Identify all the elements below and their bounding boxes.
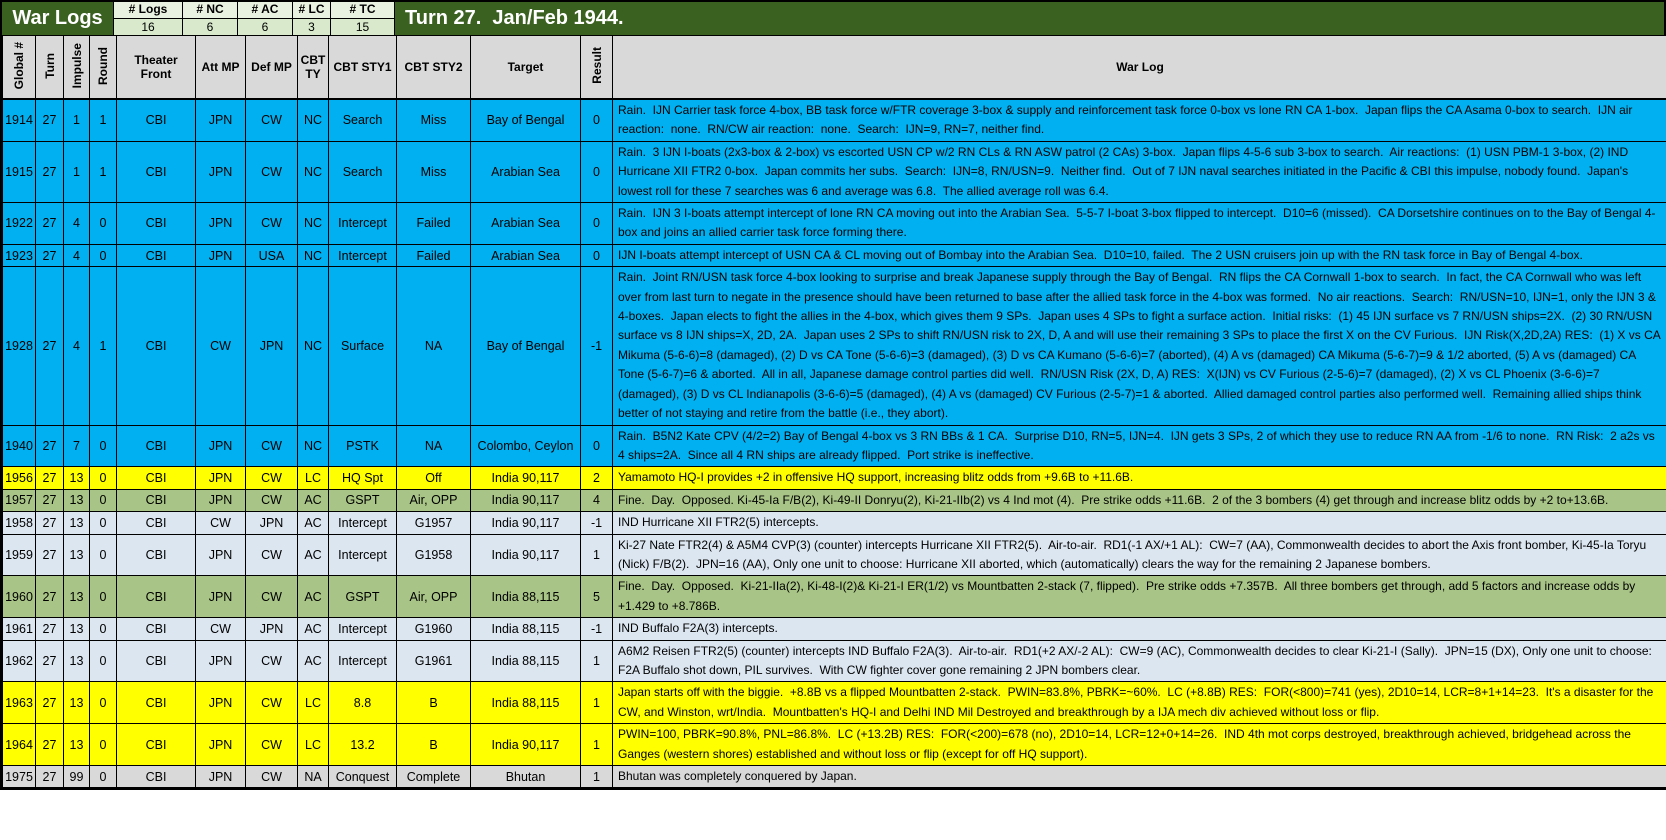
cell-target[interactable]: India 90,117 (471, 489, 581, 511)
cell-round[interactable]: 0 (90, 682, 117, 724)
header-band (2, 2, 1664, 35)
counter-ac[interactable] (237, 2, 292, 35)
cell-cbt-sty1[interactable]: Search (329, 99, 397, 141)
cell-def-mp[interactable]: JPN (246, 618, 298, 640)
cell-cbt-sty2[interactable]: Miss (397, 99, 471, 141)
cell-turn[interactable]: 27 (36, 203, 64, 245)
cell-turn[interactable]: 27 (36, 467, 64, 489)
cell-round[interactable]: 0 (90, 203, 117, 245)
cell-global-number[interactable]: 1915 (3, 141, 36, 202)
table-row (3, 489, 1666, 511)
cell-round[interactable]: 0 (90, 534, 117, 576)
cell-turn[interactable]: 27 (36, 724, 64, 766)
cell-impulse[interactable]: 7 (64, 425, 90, 467)
cell-cbt-ty[interactable]: NC (298, 203, 329, 245)
cell-round[interactable]: 1 (90, 267, 117, 425)
cell-att-mp[interactable]: JPN (196, 766, 246, 788)
cell-global-number[interactable]: 1975 (3, 766, 36, 788)
counter-ac-value[interactable]: 6 (238, 19, 292, 35)
cell-cbt-sty1[interactable]: GSPT (329, 489, 397, 511)
cell-theater-front[interactable]: CBI (117, 512, 196, 534)
cell-impulse[interactable]: 13 (64, 512, 90, 534)
column-header-cbt-sty2[interactable]: CBT STY2 (397, 36, 471, 100)
table-row (3, 682, 1666, 724)
cell-turn[interactable]: 27 (36, 425, 64, 467)
cell-impulse[interactable]: 4 (64, 203, 90, 245)
cell-def-mp[interactable]: CW (246, 576, 298, 618)
cell-def-mp[interactable]: JPN (246, 512, 298, 534)
cell-war-log[interactable]: Rain. IJN 3 I-boats attempt intercept of lone RN CA moving out into the Arabian Sea. 5-5-7 I-boat 3-box flipped to intercept. D10=6 (missed). CA Dorsetshire continues on to the Bay of Bengal 4-box and joins an allied carrier task force forming there. (613, 203, 1666, 245)
cell-turn[interactable]: 27 (36, 766, 64, 788)
counter-logs-value[interactable]: 16 (114, 19, 182, 35)
cell-war-log[interactable]: PWIN=100, PBRK=90.8%, PNL=86.8%. LC (+13.2B) RES: FOR(<200)=678 (no), 2D10=14, LCR=12+0+14=26. IND 4th mot corps destroyed, breakthrough achieved, bridgehead across the Ganges (western shores) established and without loss or flip (except for off HQ support). (613, 724, 1666, 766)
cell-cbt-ty[interactable]: AC (298, 489, 329, 511)
cell-cbt-sty1[interactable]: Intercept (329, 512, 397, 534)
cell-cbt-ty[interactable]: NC (298, 425, 329, 467)
cell-theater-front[interactable]: CBI (117, 244, 196, 266)
cell-turn[interactable]: 27 (36, 618, 64, 640)
cell-target[interactable]: Bay of Bengal (471, 267, 581, 425)
turn-banner: Turn 27. Jan/Feb 1944. (394, 2, 1664, 35)
cell-turn[interactable]: 27 (36, 141, 64, 202)
cell-cbt-ty[interactable]: NC (298, 141, 329, 202)
table-row (3, 467, 1666, 489)
cell-war-log[interactable]: Rain. IJN Carrier task force 4-box, BB task force w/FTR coverage 3-box & supply and reinforcement task force 0-box vs lone RN CA 1-box. Japan flips the CA Asama 0-box to search. IJN air reaction: none. RN/CW air reaction: none. Search: IJN=9, RN=7, neither find. (613, 99, 1666, 141)
cell-cbt-ty[interactable]: NC (298, 244, 329, 266)
cell-war-log[interactable]: Bhutan was completely conquered by Japan. (613, 766, 1666, 788)
cell-att-mp[interactable]: JPN (196, 489, 246, 511)
war-logs-table (2, 35, 1666, 788)
cell-cbt-sty1[interactable]: Surface (329, 267, 397, 425)
counter-lc-label: # LC (293, 2, 330, 19)
cell-target[interactable]: Arabian Sea (471, 141, 581, 202)
column-header-cbt-sty1[interactable]: CBT STY1 (329, 36, 397, 100)
cell-target[interactable]: India 90,117 (471, 534, 581, 576)
cell-cbt-sty1[interactable]: HQ Spt (329, 467, 397, 489)
cell-round[interactable]: 0 (90, 512, 117, 534)
cell-cbt-sty1[interactable]: Intercept (329, 640, 397, 682)
cell-global-number[interactable]: 1928 (3, 267, 36, 425)
cell-att-mp[interactable]: JPN (196, 534, 246, 576)
column-header-impulse[interactable] (64, 36, 90, 100)
cell-cbt-sty2[interactable]: Air, OPP (397, 489, 471, 511)
cell-result[interactable]: 5 (581, 576, 613, 618)
cell-cbt-ty[interactable]: LC (298, 682, 329, 724)
column-header-cbt-ty[interactable]: CBT TY (298, 36, 329, 100)
cell-target[interactable]: Arabian Sea (471, 203, 581, 245)
table-row (3, 203, 1666, 245)
column-header-round-label: Round (96, 46, 110, 85)
cell-round[interactable]: 0 (90, 724, 117, 766)
cell-war-log[interactable]: Japan starts off with the biggie. +8.8B vs a flipped Mountbatten 2-stack. PWIN=83.8%, PBRK=~60%. LC (+8.8B) RES: FOR(<800)=741 (yes), 2D10=14, LCR=8+1+14=23. It's a disaster for the CW, and Winston, wrt/India. Mountbatten's HQ-I and Delhi IND Mil Destroyed and breakthrough by a IJA mech div achieved without loss or flip. (613, 682, 1666, 724)
cell-theater-front[interactable]: CBI (117, 534, 196, 576)
cell-turn[interactable]: 27 (36, 512, 64, 534)
cell-def-mp[interactable]: CW (246, 203, 298, 245)
cell-round[interactable]: 1 (90, 141, 117, 202)
column-header-result[interactable] (581, 36, 613, 100)
cell-global-number[interactable]: 1957 (3, 489, 36, 511)
cell-result[interactable]: 4 (581, 489, 613, 511)
cell-theater-front[interactable]: CBI (117, 618, 196, 640)
cell-turn[interactable]: 27 (36, 682, 64, 724)
cell-target[interactable]: India 90,117 (471, 724, 581, 766)
counter-logs-label: # Logs (114, 2, 182, 19)
cell-att-mp[interactable]: JPN (196, 141, 246, 202)
cell-att-mp[interactable]: JPN (196, 425, 246, 467)
cell-war-log[interactable]: Rain. Joint RN/USN task force 4-box looking to surprise and break Japanese supply through the Bay of Bengal. RN flips the CA Cornwall 1-box to search. In fact, the CA Cornwall who was left over from last turn to negate in the presence should have been returned to base after the allied task force in the 4-box was formed. No air reactions. Search: RN/USN=10, IJN=1, only the IJN 3 & 4-boxes. Japan elects to fight the allies in the 4-box, which gives them 9 SPs. Japan uses 4 SPs to fight a surface action. Initial risks: (1) 45 IJN surface vs 7 RN/USN ships=2X. (2) 30 RN/USN surface vs 8 IJN ships=X, 2D, 2A. Japan uses 2 SPs to shift RN/USN risk to 2X, D, A and will use their remaining 3 SPs to place the first X on the CV Furious. IJN Risk(X,2D,2A) RES: (1) X vs CA Mikuma (5-6-6)=8 (damaged), (2) D vs CA Tone (5-6-6)=3 (damaged), (3) D vs CA Kumano (5-6-6)=7 (aborted), (4) A vs (damaged) CA Mikuma (5-6-7)=9 & 1/2 aborted, (5) A vs (damaged) CA Tone (5-6-7)=6 & aborted. All in all, Japanese damage control parties did well. RN/USN Risk (2X, D, A) RES: X(IJN) vs CV Furious (2-5-6)=7 (damaged), (2) X vs CL Phoenix (3-6-6)=7 (damaged), (3) D vs CL Indianapolis (3-6-6)=5 (damaged), (4) A vs (damaged) CV Furious (2-5-7)=1 & aborted. Allied damaged control parties also performed well. Remaining allied ships think better of not staying and retire from the battle (i.e., they abort). (613, 267, 1666, 425)
cell-def-mp[interactable]: CW (246, 425, 298, 467)
table-row (3, 425, 1666, 467)
cell-theater-front[interactable]: CBI (117, 682, 196, 724)
cell-war-log[interactable]: IND Hurricane XII FTR2(5) intercepts. (613, 512, 1666, 534)
cell-result[interactable]: 0 (581, 425, 613, 467)
cell-theater-front[interactable]: CBI (117, 267, 196, 425)
column-header-att-mp[interactable]: Att MP (196, 36, 246, 100)
cell-round[interactable]: 0 (90, 489, 117, 511)
cell-global-number[interactable]: 1922 (3, 203, 36, 245)
cell-war-log[interactable]: IND Buffalo F2A(3) intercepts. (613, 618, 1666, 640)
cell-def-mp[interactable]: CW (246, 489, 298, 511)
cell-cbt-sty1[interactable]: 13.2 (329, 724, 397, 766)
cell-round[interactable]: 0 (90, 618, 117, 640)
cell-theater-front[interactable]: CBI (117, 640, 196, 682)
cell-impulse[interactable]: 13 (64, 682, 90, 724)
cell-turn[interactable]: 27 (36, 267, 64, 425)
cell-cbt-ty[interactable]: LC (298, 724, 329, 766)
table-row (3, 724, 1666, 766)
table-row (3, 576, 1666, 618)
cell-turn[interactable]: 27 (36, 534, 64, 576)
cell-target[interactable]: Bhutan (471, 766, 581, 788)
cell-global-number[interactable]: 1956 (3, 467, 36, 489)
cell-result[interactable]: 1 (581, 534, 613, 576)
cell-target[interactable]: Colombo, Ceylon (471, 425, 581, 467)
cell-cbt-sty2[interactable]: G1958 (397, 534, 471, 576)
cell-cbt-sty1[interactable]: Intercept (329, 534, 397, 576)
cell-theater-front[interactable]: CBI (117, 99, 196, 141)
counter-tc-value[interactable]: 15 (331, 19, 394, 35)
cell-cbt-ty[interactable]: AC (298, 576, 329, 618)
cell-impulse[interactable]: 4 (64, 267, 90, 425)
cell-war-log[interactable]: Rain. B5N2 Kate CPV (4/2=2) Bay of Bengal 4-box vs 3 RN BBs & 1 CA. Surprise D10, RN=5, IJN=4. IJN gets 3 SPs, 2 of which they use to reduce RN AA from -1/6 to none. RN Risk: 2 a2s vs 4 ships=2A. Since all 4 RN ships are already flipped. Port strike is ineffective. (613, 425, 1666, 467)
cell-round[interactable]: 0 (90, 766, 117, 788)
table-row (3, 766, 1666, 788)
cell-cbt-sty2[interactable]: Failed (397, 203, 471, 245)
cell-att-mp[interactable]: JPN (196, 99, 246, 141)
column-header-global-label: Global # (12, 41, 26, 90)
cell-cbt-ty[interactable]: NC (298, 267, 329, 425)
cell-theater-front[interactable]: CBI (117, 576, 196, 618)
cell-target[interactable]: Arabian Sea (471, 244, 581, 266)
counter-tc[interactable] (330, 2, 394, 35)
cell-turn[interactable]: 27 (36, 99, 64, 141)
cell-impulse[interactable]: 13 (64, 618, 90, 640)
cell-result[interactable]: 1 (581, 766, 613, 788)
cell-round[interactable]: 0 (90, 244, 117, 266)
table-row (3, 141, 1666, 202)
cell-theater-front[interactable]: CBI (117, 141, 196, 202)
cell-def-mp[interactable]: CW (246, 467, 298, 489)
table-row (3, 534, 1666, 576)
counter-tc-label: # TC (331, 2, 394, 19)
column-header-def-mp[interactable]: Def MP (246, 36, 298, 100)
cell-impulse[interactable]: 4 (64, 244, 90, 266)
counter-nc[interactable] (182, 2, 237, 35)
cell-round[interactable]: 0 (90, 640, 117, 682)
cell-global-number[interactable]: 1963 (3, 682, 36, 724)
cell-round[interactable]: 1 (90, 99, 117, 141)
cell-target[interactable]: India 90,117 (471, 467, 581, 489)
cell-impulse[interactable]: 13 (64, 489, 90, 511)
cell-impulse[interactable]: 99 (64, 766, 90, 788)
cell-att-mp[interactable]: CW (196, 267, 246, 425)
cell-impulse[interactable]: 13 (64, 576, 90, 618)
cell-global-number[interactable]: 1923 (3, 244, 36, 266)
cell-def-mp[interactable]: CW (246, 724, 298, 766)
cell-global-number[interactable]: 1958 (3, 512, 36, 534)
column-header-turn-label: Turn (42, 52, 57, 79)
cell-global-number[interactable]: 1940 (3, 425, 36, 467)
cell-att-mp[interactable]: CW (196, 618, 246, 640)
cell-cbt-sty2[interactable]: NA (397, 425, 471, 467)
cell-cbt-sty2[interactable]: Failed (397, 244, 471, 266)
cell-def-mp[interactable]: CW (246, 682, 298, 724)
cell-target[interactable]: India 90,117 (471, 512, 581, 534)
counter-nc-label: # NC (183, 2, 237, 19)
cell-turn[interactable]: 27 (36, 576, 64, 618)
counter-nc-value[interactable]: 6 (183, 19, 237, 35)
cell-theater-front[interactable]: CBI (117, 766, 196, 788)
cell-cbt-sty1[interactable]: Search (329, 141, 397, 202)
table-row (3, 640, 1666, 682)
cell-cbt-ty[interactable]: LC (298, 467, 329, 489)
counter-lc[interactable] (292, 2, 330, 35)
cell-att-mp[interactable]: JPN (196, 203, 246, 245)
cell-cbt-ty[interactable]: NA (298, 766, 329, 788)
cell-def-mp[interactable]: JPN (246, 267, 298, 425)
cell-def-mp[interactable]: CW (246, 766, 298, 788)
cell-cbt-ty[interactable]: AC (298, 618, 329, 640)
cell-result[interactable]: 1 (581, 640, 613, 682)
cell-war-log[interactable]: Fine. Day. Opposed. Ki-45-Ia F/B(2), Ki-49-II Donryu(2), Ki-21-IIb(2) vs 4 Ind mot (4). Pre strike odds +11.6B. 2 of the 3 bombers (4) get through and increase blitz odds by +2 to+13.6B. (613, 489, 1666, 511)
cell-cbt-ty[interactable]: AC (298, 534, 329, 576)
cell-cbt-sty2[interactable]: Air, OPP (397, 576, 471, 618)
cell-cbt-sty1[interactable]: Conquest (329, 766, 397, 788)
cell-war-log[interactable]: A6M2 Reisen FTR2(5) (counter) intercepts IND Buffalo F2A(3). Air-to-air. RD1(+2 AX/-2 AL): CW=9 (AC), Commonwealth decides to clear Ki-21-I (Sally). JPN=15 (DX), Only one unit to choose: F2A Buffalo shot down, PIL survives. With CW fighter cover gone remaining 2 JPN bombers clear. (613, 640, 1666, 682)
cell-war-log[interactable]: Yamamoto HQ-I provides +2 in offensive HQ support, increasing blitz odds from +9.6B to +11.6B. (613, 467, 1666, 489)
counter-ac-label: # AC (238, 2, 292, 19)
cell-cbt-sty1[interactable]: GSPT (329, 576, 397, 618)
cell-global-number[interactable]: 1960 (3, 576, 36, 618)
counter-lc-value[interactable]: 3 (293, 19, 330, 35)
cell-cbt-sty2[interactable]: Complete (397, 766, 471, 788)
table-row (3, 99, 1666, 141)
cell-result[interactable]: -1 (581, 267, 613, 425)
cell-def-mp[interactable]: CW (246, 534, 298, 576)
column-header-round[interactable] (90, 36, 117, 100)
cell-cbt-sty1[interactable]: Intercept (329, 244, 397, 266)
cell-result[interactable]: 0 (581, 141, 613, 202)
cell-cbt-sty2[interactable]: B (397, 724, 471, 766)
cell-cbt-ty[interactable]: AC (298, 512, 329, 534)
cell-result[interactable]: 0 (581, 203, 613, 245)
cell-round[interactable]: 0 (90, 425, 117, 467)
cell-target[interactable]: India 88,115 (471, 576, 581, 618)
cell-impulse[interactable]: 13 (64, 467, 90, 489)
cell-att-mp[interactable]: CW (196, 512, 246, 534)
cell-war-log[interactable]: IJN I-boats attempt intercept of USN CA & CL moving out of Bombay into the Arabian Sea. D10=10, failed. The 2 USN cruisers join up with the RN task force in Bay of Bengal 4-box. (613, 244, 1666, 266)
cell-cbt-sty2[interactable]: NA (397, 267, 471, 425)
cell-att-mp[interactable]: JPN (196, 576, 246, 618)
cell-att-mp[interactable]: JPN (196, 724, 246, 766)
cell-cbt-sty1[interactable]: Intercept (329, 203, 397, 245)
column-header-target[interactable]: Target (471, 36, 581, 100)
cell-impulse[interactable]: 13 (64, 534, 90, 576)
cell-cbt-sty2[interactable]: G1960 (397, 618, 471, 640)
cell-turn[interactable]: 27 (36, 640, 64, 682)
cell-cbt-sty2[interactable]: B (397, 682, 471, 724)
table-row (3, 618, 1666, 640)
counter-logs[interactable] (113, 2, 182, 35)
cell-result[interactable]: -1 (581, 512, 613, 534)
cell-war-log[interactable]: Ki-27 Nate FTR2(4) & A5M4 CVP(3) (counter) intercepts Hurricane XII FTR2(5). Air-to-air. RD1(-1 AX/+1 AL): CW=7 (AA), Commonwealth decides to abort the Axis front bomber, Ki-45-Ia Toryu (Nick) F/B(2). JPN=16 (AA), Only one unit to choose: Hurricane XII aborted, which (automatically) clears the way for the remaining 2 Japanese bombers. (613, 534, 1666, 576)
cell-result[interactable]: 0 (581, 244, 613, 266)
cell-target[interactable]: Bay of Bengal (471, 99, 581, 141)
cell-target[interactable]: India 88,115 (471, 640, 581, 682)
cell-cbt-ty[interactable]: AC (298, 640, 329, 682)
cell-cbt-sty1[interactable]: Intercept (329, 618, 397, 640)
cell-impulse[interactable]: 1 (64, 99, 90, 141)
cell-result[interactable]: 2 (581, 467, 613, 489)
cell-cbt-ty[interactable]: NC (298, 99, 329, 141)
cell-result[interactable]: 1 (581, 682, 613, 724)
column-header-impulse-label: Impulse (69, 42, 84, 89)
cell-war-log[interactable]: Rain. 3 IJN I-boats (2x3-box & 2-box) vs escorted USN CP w/2 RN CLs & RN ASW patrol (2 CAs) 3-box. Japan flips 4-5-6 sub 3-box to search. Air reactions: (1) USN PBM-1 3-box, (2) IND Hurricane XII FTR2 0-box. Japan commits her subs. Search: IJN=8, RN/USN=9. Neither find. Out of 7 IJN naval searches initiated in the Pacific & CBI this impulse, nobody found. Japan's lowest roll for these 7 searches was 6 and average was 6.8. The allied average roll was 6.4. (613, 141, 1666, 202)
cell-att-mp[interactable]: JPN (196, 682, 246, 724)
cell-global-number[interactable]: 1959 (3, 534, 36, 576)
page-title: War Logs (12, 7, 103, 29)
cell-def-mp[interactable]: CW (246, 99, 298, 141)
column-header-global[interactable] (3, 36, 36, 100)
cell-theater-front[interactable]: CBI (117, 203, 196, 245)
cell-impulse[interactable]: 13 (64, 640, 90, 682)
cell-cbt-sty2[interactable]: Off (397, 467, 471, 489)
table-row (3, 512, 1666, 534)
cell-cbt-sty2[interactable]: G1961 (397, 640, 471, 682)
cell-turn[interactable]: 27 (36, 489, 64, 511)
cell-turn[interactable]: 27 (36, 244, 64, 266)
cell-def-mp[interactable]: USA (246, 244, 298, 266)
cell-impulse[interactable]: 1 (64, 141, 90, 202)
cell-cbt-sty1[interactable]: PSTK (329, 425, 397, 467)
cell-def-mp[interactable]: CW (246, 141, 298, 202)
cell-result[interactable]: -1 (581, 618, 613, 640)
cell-def-mp[interactable]: CW (246, 640, 298, 682)
column-header-theater-front[interactable]: Theater Front (117, 36, 196, 100)
cell-theater-front[interactable]: CBI (117, 489, 196, 511)
cell-global-number[interactable]: 1914 (3, 99, 36, 141)
cell-theater-front[interactable]: CBI (117, 724, 196, 766)
table-row (3, 267, 1666, 425)
cell-att-mp[interactable]: JPN (196, 640, 246, 682)
cell-att-mp[interactable]: JPN (196, 244, 246, 266)
cell-war-log[interactable]: Fine. Day. Opposed. Ki-21-IIa(2), Ki-48-I(2)& Ki-21-I ER(1/2) vs Mountbatten 2-stack (7, flipped). Pre strike odds +7.357B. All three bombers get through, add 5 factors and increase odds by +1.429 to +8.786B. (613, 576, 1666, 618)
cell-theater-front[interactable]: CBI (117, 467, 196, 489)
table-row (3, 244, 1666, 266)
cell-result[interactable]: 1 (581, 724, 613, 766)
cell-cbt-sty1[interactable]: 8.8 (329, 682, 397, 724)
column-header-turn[interactable] (36, 36, 64, 100)
cell-theater-front[interactable]: CBI (117, 425, 196, 467)
cell-round[interactable]: 0 (90, 576, 117, 618)
cell-global-number[interactable]: 1962 (3, 640, 36, 682)
cell-att-mp[interactable]: JPN (196, 467, 246, 489)
cell-cbt-sty2[interactable]: G1957 (397, 512, 471, 534)
cell-target[interactable]: India 88,115 (471, 682, 581, 724)
cell-target[interactable]: India 88,115 (471, 618, 581, 640)
column-header-row (3, 36, 1666, 100)
column-header-result-label: Result (589, 47, 604, 84)
cell-round[interactable]: 0 (90, 467, 117, 489)
cell-global-number[interactable]: 1961 (3, 618, 36, 640)
column-header-war-log[interactable]: War Log (613, 36, 1666, 100)
cell-global-number[interactable]: 1964 (3, 724, 36, 766)
cell-impulse[interactable]: 13 (64, 724, 90, 766)
cell-result[interactable]: 0 (581, 99, 613, 141)
cell-cbt-sty2[interactable]: Miss (397, 141, 471, 202)
